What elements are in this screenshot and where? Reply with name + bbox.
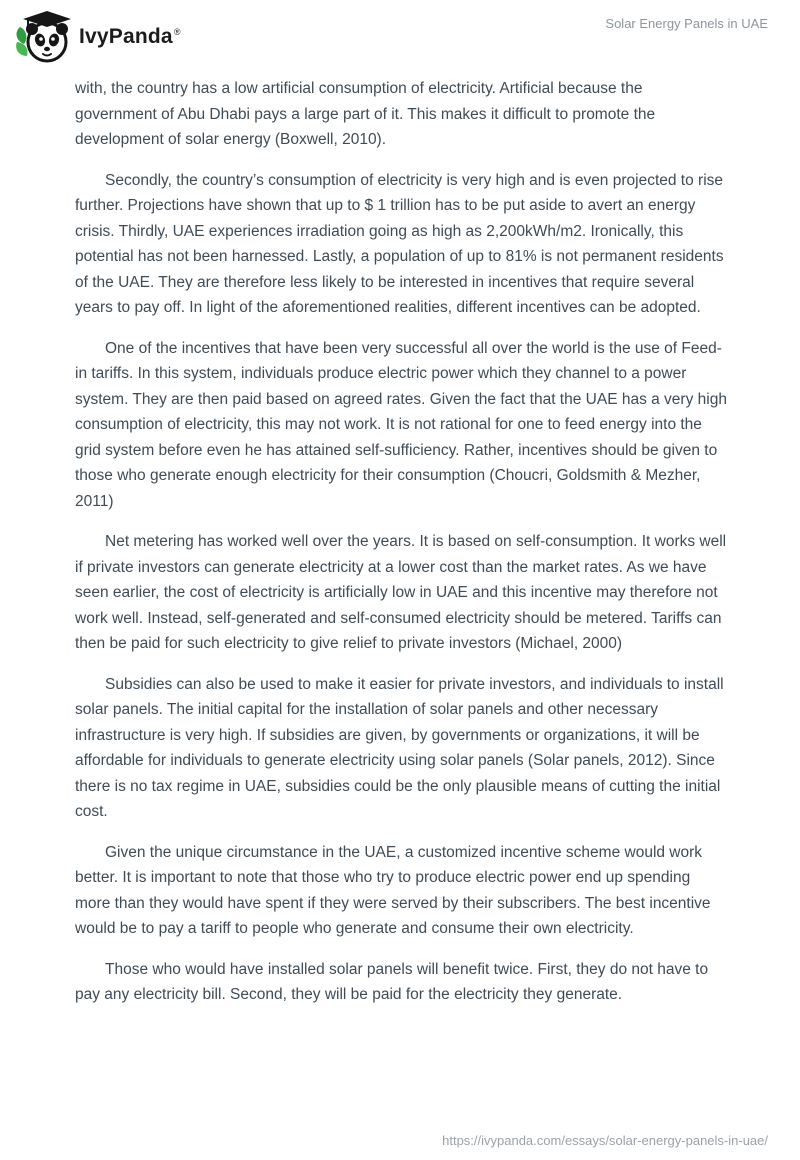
essay-paragraph: Subsidies can also be used to make it easier for private investors, and individuals to install solar panels. The initial capital for the installation of solar panels and other necessary infrastructure is very high. If subsidies are given, by governments or organizations, it will be affordable for individuals to generate electricity using solar panels (Solar panels, 2012). Since there is no tax regime in UAE, subsidies could be the only plausible means of cutting the initial cost.: [75, 675, 724, 820]
essay-paragraph: with, the country has a low artificial consumption of electricity. Artificial because the government of Abu Dhabi pays a large part of it. This makes it difficult to promote the development of solar energy (Boxwell, 2010).: [75, 80, 656, 148]
essay-paragraph: Given the unique circumstance in the UAE, a customized incentive scheme would work better. It is important to note that those who try to produce electric power end up spending more than they would have spent if they were served by their subscribers. The best incentive would be to pay a tariff to people who generate and consume their own electricity.: [75, 843, 711, 937]
document-title: Solar Energy Panels in UAE: [605, 16, 768, 31]
panda-graduation-cap-icon: [14, 8, 72, 64]
ivypanda-logo[interactable]: [14, 8, 181, 64]
page-footer: [442, 1133, 768, 1148]
brand-text: IvyPanda: [79, 24, 173, 48]
essay-paragraph: Those who would have installed solar panels will benefit twice. First, they do not have to pay any electricity bill. Second, they will be paid for the electricity they generate.: [75, 960, 709, 1003]
essay-paragraph: Secondly, the country’s consumption of electricity is very high and is even projected to rise further. Projections have shown that up to $ 1 trillion has to be put aside to avert an energy crisis. Thirdly, UAE experiences irradiation going as high as 2,200kWh/m2. Ironically, this potential has not been harnessed. Lastly, a population of up to 81% is not permanent residents of the UAE. They are therefore less likely to be interested in incentives that require several years to pay off. In light of the aforementioned realities, different incentives can be adopted.: [75, 171, 724, 316]
site-header: [0, 0, 800, 66]
registered-trademark: ®: [173, 26, 181, 37]
essay-paragraph: Net metering has worked well over the years. It is based on self-consumption. It works well if private investors can generate electricity at a lower cost than the market rates. As we have seen earlier, the cost of electricity is artificially low in UAE and this incentive may therefore not work well. Instead, self-generated and self-consumed electricity should be metered. Tariffs can then be paid for such electricity to give relief to private investors (Michael, 2000): [75, 533, 727, 652]
source-url: https://ivypanda.com/essays/solar-energy-panels-in-uae/: [442, 1133, 768, 1148]
essay-paragraph: One of the incentives that have been very successful all over the world is the use of Feed-in tariffs. In this system, individuals produce electric power which they channel to a power system. They are then paid based on agreed rates. Given the fact that the UAE has a very high consumption of electricity, this may not work. It is not rational for one to feed energy into the grid system before even he has attained self-sufficiency. Rather, incentives should be given to those who generate enough electricity for their consumption (Choucri, Goldsmith & Mezher, 2011): [75, 339, 727, 510]
essay-content: [75, 76, 728, 1008]
brand-name: [79, 26, 181, 47]
